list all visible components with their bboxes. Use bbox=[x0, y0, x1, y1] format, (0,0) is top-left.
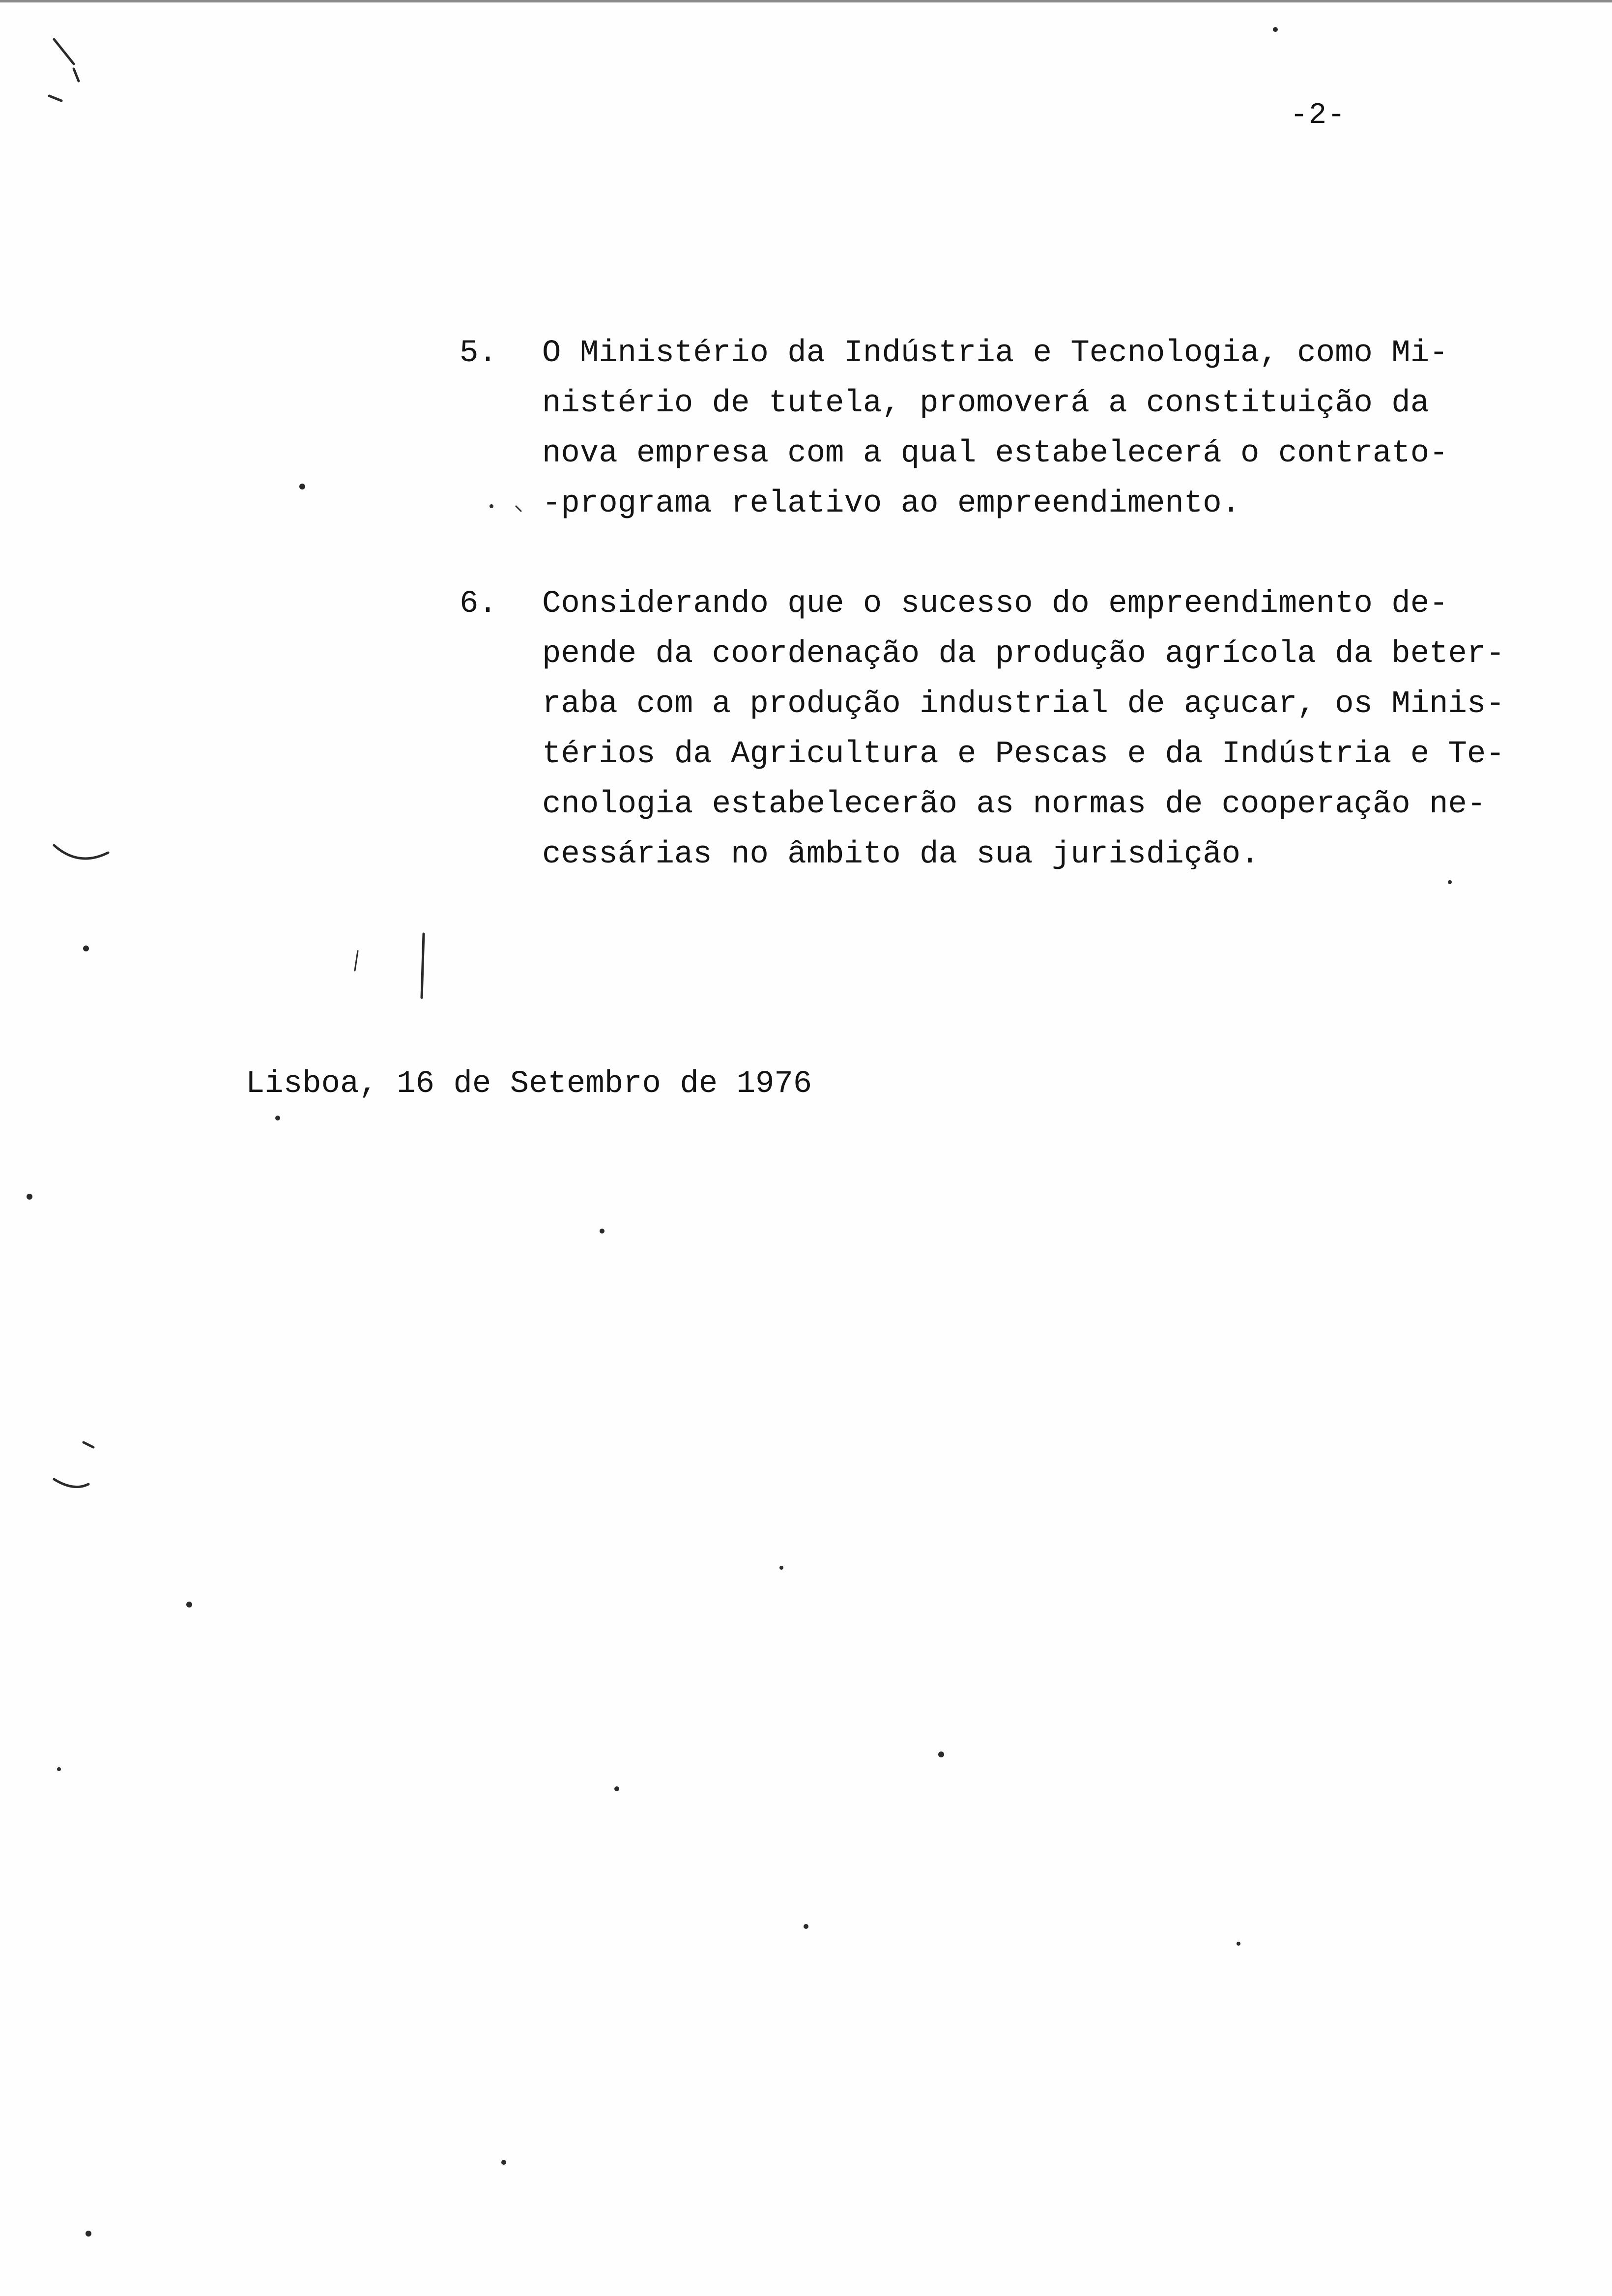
paragraph-text bbox=[542, 579, 1525, 880]
scan-speck bbox=[299, 484, 305, 489]
place-and-date: Lisboa, 16 de Setembro de 1976 bbox=[246, 1066, 812, 1102]
scan-mark bbox=[54, 845, 108, 859]
scan-speck bbox=[501, 2160, 506, 2165]
paragraph-line: nova empresa com a qual estabelecerá o contrato- bbox=[542, 436, 1448, 471]
scan-speck bbox=[804, 1924, 808, 1929]
paragraph-line: cessárias no âmbito da sua jurisdição. bbox=[542, 837, 1260, 872]
scan-speck bbox=[275, 1116, 280, 1120]
scan-mark bbox=[54, 1479, 88, 1487]
scan-mark bbox=[516, 506, 521, 511]
scan-speck bbox=[614, 1786, 619, 1791]
scan-speck bbox=[27, 1194, 32, 1200]
paragraph-line: Considerando que o sucesso do empreendimento de- bbox=[542, 586, 1448, 622]
page-number: -2- bbox=[1290, 99, 1347, 132]
scan-mark bbox=[84, 1442, 93, 1447]
paragraph-line: nistério de tutela, promoverá a constituição da bbox=[542, 386, 1430, 421]
scan-speck bbox=[1273, 27, 1278, 32]
scan-speck bbox=[779, 1566, 783, 1570]
scan-mark bbox=[54, 39, 74, 64]
scan-mark bbox=[49, 96, 61, 101]
page-top-edge bbox=[0, 0, 1612, 2]
scan-speck bbox=[83, 946, 89, 951]
paragraph-line: pende da coordenação da produção agrícola da beter- bbox=[542, 636, 1505, 672]
scan-speck bbox=[57, 1767, 61, 1771]
paragraph-line: cnologia estabelecerão as normas de cooperação ne- bbox=[542, 787, 1486, 822]
scan-speck bbox=[600, 1229, 604, 1234]
scan-mark bbox=[74, 69, 79, 81]
paragraph-line: raba com a produção industrial de açucar, os Minis- bbox=[542, 687, 1505, 722]
paragraph-line: térios da Agricultura e Pescas e da Indústria e Te- bbox=[542, 737, 1505, 772]
scan-mark bbox=[422, 934, 424, 998]
scan-speck bbox=[938, 1751, 944, 1757]
scan-speck bbox=[86, 2231, 91, 2237]
scan-speck bbox=[1448, 880, 1452, 884]
scan-speck bbox=[1237, 1942, 1240, 1946]
scan-speck bbox=[489, 504, 493, 508]
paragraph-number: 5. bbox=[460, 336, 497, 371]
paragraph-line: O Ministério da Indústria e Tecnologia, como Mi- bbox=[542, 336, 1448, 371]
scan-speck bbox=[186, 1602, 192, 1607]
scan-mark bbox=[355, 951, 358, 971]
paragraph-line: -programa relativo ao empreendimento. bbox=[542, 486, 1241, 521]
paragraph-number: 6. bbox=[460, 586, 497, 622]
paragraph-text bbox=[542, 328, 1525, 529]
